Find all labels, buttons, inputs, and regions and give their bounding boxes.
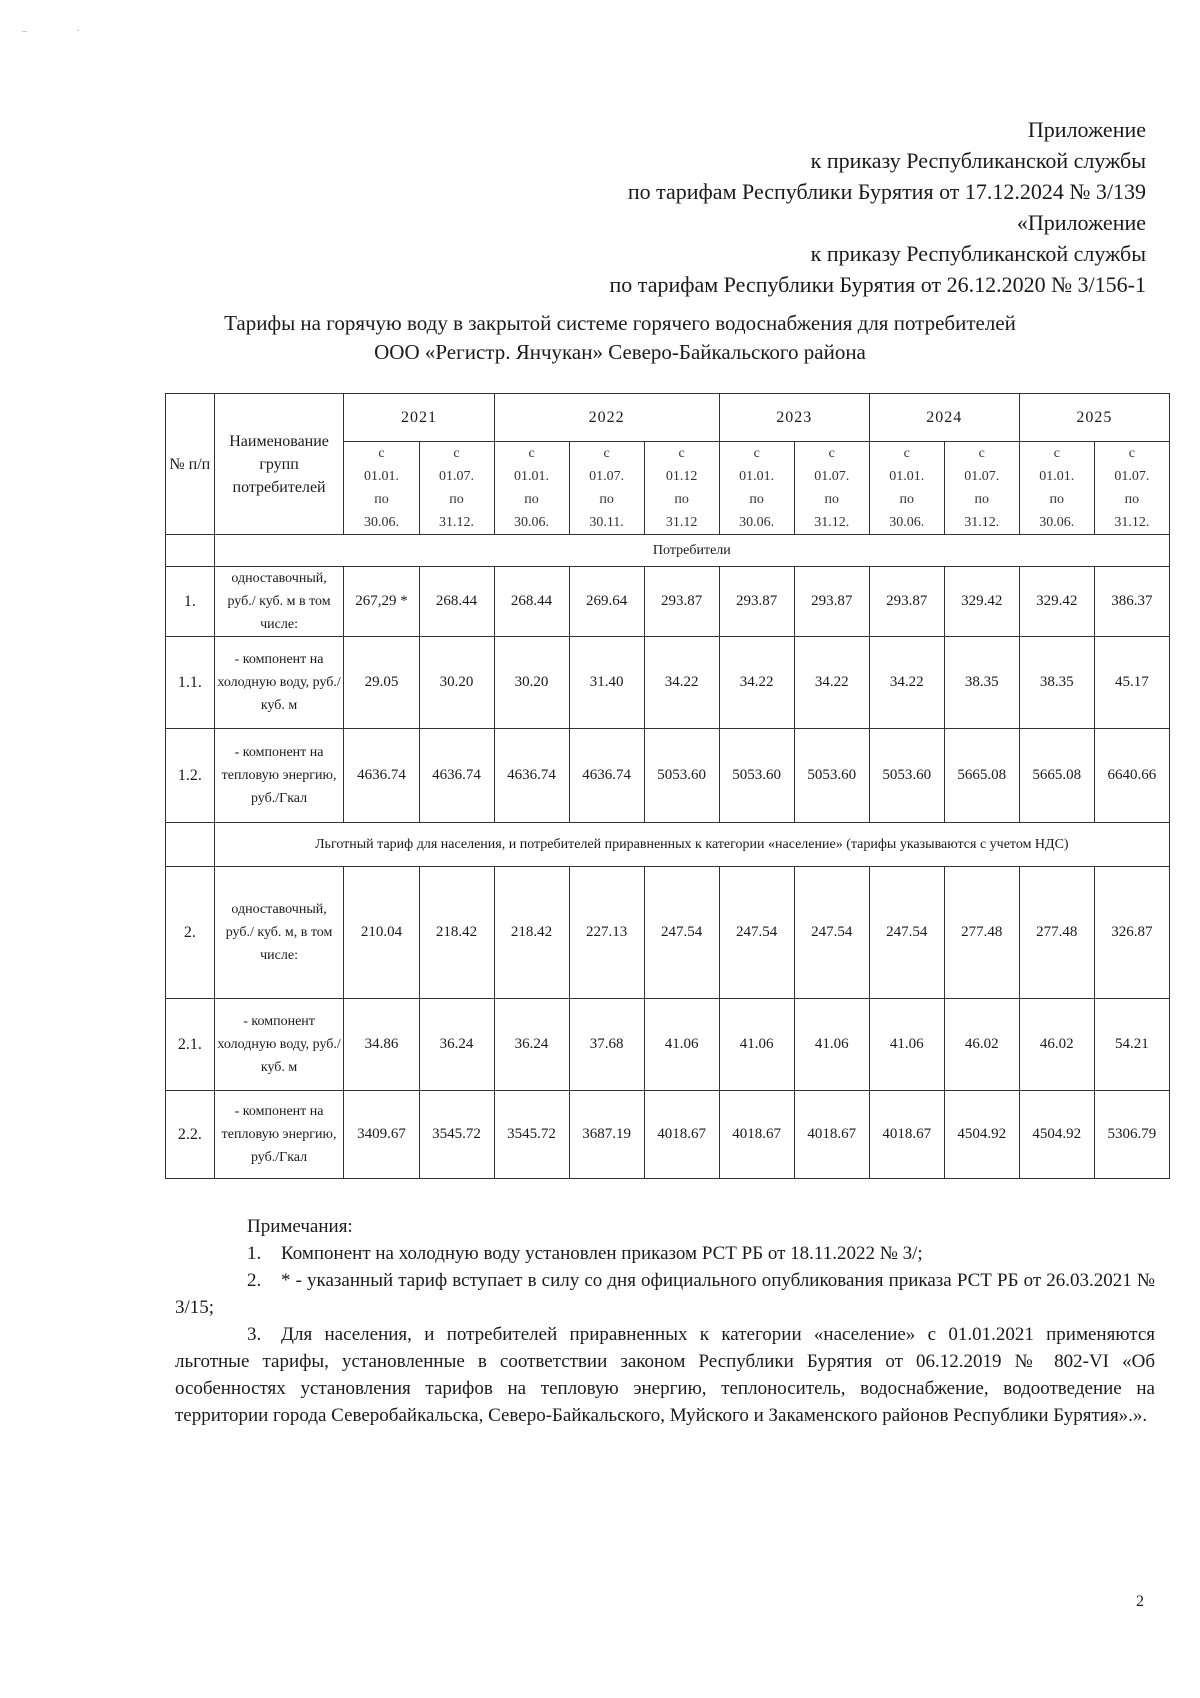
period-line: 01.07. bbox=[964, 469, 1000, 484]
tariff-value: 4636.74 bbox=[569, 729, 644, 823]
column-header-name: Наименование групп потребителей bbox=[214, 394, 344, 535]
tariff-value: 38.35 bbox=[944, 637, 1019, 729]
period-line: 01.12 bbox=[665, 469, 698, 484]
tariff-value: 4018.67 bbox=[719, 1091, 794, 1179]
tariff-value: 34.22 bbox=[644, 637, 719, 729]
tariff-value: 4636.74 bbox=[344, 729, 419, 823]
period-line: с bbox=[978, 446, 985, 461]
period-line: с bbox=[1128, 446, 1136, 461]
appendix-header bbox=[610, 114, 1146, 300]
tariff-value: 4504.92 bbox=[1019, 1091, 1094, 1179]
tariff-value: 5665.08 bbox=[1019, 729, 1094, 823]
tariff-value: 30.20 bbox=[494, 637, 569, 729]
period-line: с bbox=[603, 446, 610, 461]
period-line: 31.12. bbox=[1114, 515, 1150, 530]
tariff-value: 4018.67 bbox=[644, 1091, 719, 1179]
tariff-value: 269.64 bbox=[569, 567, 644, 637]
period-line: с bbox=[453, 446, 460, 461]
period-header bbox=[1094, 442, 1169, 535]
row-number: 2.2. bbox=[166, 1091, 215, 1179]
tariff-value: 5053.60 bbox=[644, 729, 719, 823]
tariff-value: 210.04 bbox=[344, 867, 419, 999]
period-line: 31.12. bbox=[814, 515, 850, 530]
period-header bbox=[644, 442, 719, 535]
tariff-value: 218.42 bbox=[419, 867, 494, 999]
section-spacer bbox=[166, 823, 215, 867]
tariff-value: 326.87 bbox=[1094, 867, 1169, 999]
period-header bbox=[569, 442, 644, 535]
row-name: - компонент холодную воду, руб./ куб. м bbox=[214, 999, 344, 1091]
tariff-value: 247.54 bbox=[644, 867, 719, 999]
scan-artifact: – · bbox=[22, 26, 84, 37]
period-line: 01.07. bbox=[814, 469, 850, 484]
row-name: одноставочный, руб./ куб. м, в том числе: bbox=[214, 867, 344, 999]
tariff-value: 5665.08 bbox=[944, 729, 1019, 823]
tariff-value: 34.22 bbox=[719, 637, 794, 729]
header-line: Приложение bbox=[1027, 117, 1146, 142]
tariff-value: 45.17 bbox=[1094, 637, 1169, 729]
tariff-value: 293.87 bbox=[644, 567, 719, 637]
period-line: 30.11. bbox=[589, 515, 624, 530]
row-name: одноставочный, руб./ куб. м в том числе: bbox=[214, 567, 344, 637]
period-line: 01.07. bbox=[589, 469, 625, 484]
period-line: с bbox=[903, 446, 910, 461]
period-line: по bbox=[674, 492, 689, 507]
period-line: 31.12 bbox=[665, 515, 698, 530]
period-line: 31.12. bbox=[964, 515, 1000, 530]
period-header bbox=[1019, 442, 1094, 535]
period-line: 01.01. bbox=[363, 469, 399, 484]
tariff-value: 218.42 bbox=[494, 867, 569, 999]
period-line: по bbox=[824, 492, 839, 507]
tariff-value: 4504.92 bbox=[944, 1091, 1019, 1179]
tariff-value: 3545.72 bbox=[494, 1091, 569, 1179]
note-item bbox=[175, 1321, 1155, 1429]
tariff-value: 36.24 bbox=[494, 999, 569, 1091]
page-number: 2 bbox=[1136, 1593, 1144, 1610]
period-line: 01.01. bbox=[514, 469, 550, 484]
tariff-value: 4636.74 bbox=[419, 729, 494, 823]
row-number: 2. bbox=[166, 867, 215, 999]
period-line: по bbox=[524, 492, 539, 507]
period-header bbox=[944, 442, 1019, 535]
section-row bbox=[166, 823, 1170, 867]
tariff-value: 36.24 bbox=[419, 999, 494, 1091]
tariff-value: 277.48 bbox=[1019, 867, 1094, 999]
tariff-value: 5053.60 bbox=[719, 729, 794, 823]
tariff-value: 3545.72 bbox=[419, 1091, 494, 1179]
notes-title: Примечания: bbox=[247, 1216, 353, 1237]
note-text: Компонент на холодную воду установлен приказом РСТ РБ от 18.11.2022 № 3/; bbox=[281, 1243, 923, 1264]
period-header bbox=[719, 442, 794, 535]
tariff-value: 3409.67 bbox=[344, 1091, 419, 1179]
period-line: по bbox=[974, 492, 990, 507]
tariff-value: 268.44 bbox=[494, 567, 569, 637]
section-label: Потребители bbox=[214, 535, 1169, 567]
note-item bbox=[175, 1267, 1155, 1321]
tariff-value: 293.87 bbox=[794, 567, 869, 637]
title-line-2: ООО «Регистр. Янчукан» Северо-Байкальского района bbox=[374, 340, 866, 364]
period-line: по bbox=[1124, 492, 1140, 507]
tariff-value: 4018.67 bbox=[869, 1091, 944, 1179]
period-header bbox=[869, 442, 944, 535]
table-header-row bbox=[166, 394, 1170, 442]
year-header: 2023 bbox=[719, 394, 869, 442]
tariff-value: 46.02 bbox=[944, 999, 1019, 1091]
period-line: с bbox=[1053, 446, 1060, 461]
year-header: 2024 bbox=[869, 394, 1019, 442]
row-number: 1.2. bbox=[166, 729, 215, 823]
year-header: 2021 bbox=[344, 394, 494, 442]
tariff-value: 41.06 bbox=[644, 999, 719, 1091]
period-line: 30.06. bbox=[1039, 515, 1075, 530]
tariff-value: 329.42 bbox=[1019, 567, 1094, 637]
tariff-value: 34.22 bbox=[794, 637, 869, 729]
period-line: по bbox=[749, 492, 764, 507]
section-label: Льготный тариф для населения, и потребителей приравненных к категории «население» (тарифы указываются с учетом НДС) bbox=[214, 823, 1169, 867]
header-line: к приказу Республиканской службы bbox=[810, 148, 1146, 173]
tariff-value: 5053.60 bbox=[869, 729, 944, 823]
period-line: 01.01. bbox=[889, 469, 925, 484]
note-number: 2. bbox=[247, 1270, 262, 1291]
tariff-value: 41.06 bbox=[719, 999, 794, 1091]
tariff-value: 386.37 bbox=[1094, 567, 1169, 637]
note-text: Для населения, и потребителей приравненных к категории «население» с 01.01.2021 применяются льготные тарифы, установленные в соответствии законом Республики Бурятия от 06.12.2019 № 802-VI «Об особенностях установления тарифов на тепловую энергию, теплоноситель, водоснабжение, водоотведение на территории города Северобайкальска, Северо-Байкальского, Муйского и Закаменского районов Республики Бурятия».». bbox=[175, 1324, 1155, 1426]
period-line: 01.01. bbox=[739, 469, 775, 484]
table-row bbox=[166, 867, 1170, 999]
row-number: 2.1. bbox=[166, 999, 215, 1091]
tariff-value: 38.35 bbox=[1019, 637, 1094, 729]
document-title bbox=[120, 309, 1120, 367]
tariff-value: 37.68 bbox=[569, 999, 644, 1091]
tariff-value: 267,29 * bbox=[344, 567, 419, 637]
tariff-value: 29.05 bbox=[344, 637, 419, 729]
period-line: 30.06. bbox=[739, 515, 775, 530]
tariff-value: 4636.74 bbox=[494, 729, 569, 823]
header-line: по тарифам Республики Бурятия от 26.12.2020 № 3/156-1 bbox=[609, 272, 1146, 297]
table-row bbox=[166, 999, 1170, 1091]
tariff-value: 268.44 bbox=[419, 567, 494, 637]
note-item bbox=[175, 1240, 1155, 1267]
tariff-value: 293.87 bbox=[719, 567, 794, 637]
tariff-value: 293.87 bbox=[869, 567, 944, 637]
tariff-value: 247.54 bbox=[794, 867, 869, 999]
period-line: 30.06. bbox=[514, 515, 550, 530]
tariff-value: 41.06 bbox=[794, 999, 869, 1091]
tariff-value: 34.86 bbox=[344, 999, 419, 1091]
period-line: 01.07. bbox=[1114, 469, 1150, 484]
tariff-value: 329.42 bbox=[944, 567, 1019, 637]
row-number: 1.1. bbox=[166, 637, 215, 729]
table-row bbox=[166, 729, 1170, 823]
tariff-value: 247.54 bbox=[869, 867, 944, 999]
tariff-value: 4018.67 bbox=[794, 1091, 869, 1179]
period-line: по bbox=[1049, 492, 1065, 507]
tariff-value: 227.13 bbox=[569, 867, 644, 999]
period-line: по bbox=[899, 492, 914, 507]
table-row bbox=[166, 637, 1170, 729]
tariff-value: 5306.79 bbox=[1094, 1091, 1169, 1179]
tariff-value: 247.54 bbox=[719, 867, 794, 999]
header-line: «Приложение bbox=[1016, 210, 1146, 235]
tariff-value: 3687.19 bbox=[569, 1091, 644, 1179]
section-row bbox=[166, 535, 1170, 567]
tariff-value: 54.21 bbox=[1094, 999, 1169, 1091]
table-row bbox=[166, 567, 1170, 637]
period-line: по bbox=[599, 492, 614, 507]
period-line: с bbox=[753, 446, 760, 461]
year-header: 2025 bbox=[1019, 394, 1169, 442]
tariff-value: 6640.66 bbox=[1094, 729, 1169, 823]
row-name: - компонент на тепловую энергию, руб./Гкал bbox=[214, 729, 344, 823]
tariff-table bbox=[165, 393, 1170, 1179]
period-line: с bbox=[828, 446, 835, 461]
note-text: * - указанный тариф вступает в силу со дня официального опубликования приказа РСТ РБ от 26.03.2021 № 3/15; bbox=[175, 1270, 1155, 1318]
period-line: 01.01. bbox=[1039, 469, 1075, 484]
period-line: по bbox=[374, 492, 389, 507]
period-line: 31.12. bbox=[439, 515, 475, 530]
period-header bbox=[494, 442, 569, 535]
tariff-value: 41.06 bbox=[869, 999, 944, 1091]
tariff-value: 34.22 bbox=[869, 637, 944, 729]
table-row bbox=[166, 1091, 1170, 1179]
tariff-value: 46.02 bbox=[1019, 999, 1094, 1091]
section-spacer bbox=[166, 535, 215, 567]
tariff-value: 30.20 bbox=[419, 637, 494, 729]
row-name: - компонент на тепловую энергию, руб./Гкал bbox=[214, 1091, 344, 1179]
header-line: по тарифам Республики Бурятия от 17.12.2024 № 3/139 bbox=[627, 179, 1146, 204]
period-header bbox=[794, 442, 869, 535]
period-line: по bbox=[449, 492, 464, 507]
period-line: 30.06. bbox=[363, 515, 399, 530]
period-line: с bbox=[378, 446, 385, 461]
notes-block bbox=[175, 1213, 1155, 1429]
period-line: 30.06. bbox=[889, 515, 925, 530]
header-line: к приказу Республиканской службы bbox=[810, 241, 1146, 266]
tariff-value: 31.40 bbox=[569, 637, 644, 729]
column-header-number: № п/п bbox=[166, 394, 215, 535]
period-line: с bbox=[678, 446, 685, 461]
tariff-value: 277.48 bbox=[944, 867, 1019, 999]
title-line-1: Тарифы на горячую воду в закрытой системе горячего водоснабжения для потребителей bbox=[224, 311, 1016, 335]
period-line: 01.07. bbox=[439, 469, 475, 484]
note-number: 3. bbox=[247, 1324, 262, 1345]
tariff-value: 5053.60 bbox=[794, 729, 869, 823]
period-line: с bbox=[528, 446, 535, 461]
year-header: 2022 bbox=[494, 394, 719, 442]
period-header bbox=[419, 442, 494, 535]
row-name: - компонент на холодную воду, руб./ куб. м bbox=[214, 637, 344, 729]
period-header bbox=[344, 442, 419, 535]
note-number: 1. bbox=[247, 1243, 262, 1264]
row-number: 1. bbox=[166, 567, 215, 637]
